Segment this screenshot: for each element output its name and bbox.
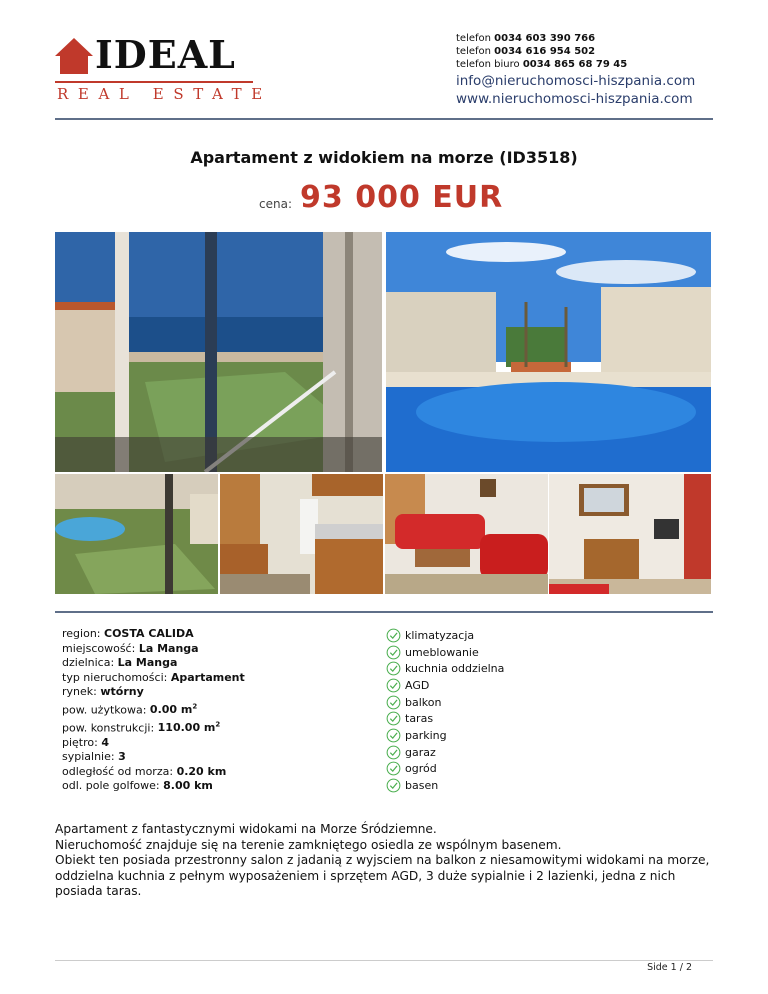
feature-item	[386, 660, 504, 677]
header-divider	[55, 118, 713, 120]
check-icon	[386, 661, 401, 676]
check-icon	[386, 711, 401, 726]
page-number: Side 1 / 2	[647, 962, 692, 973]
check-icon	[386, 628, 401, 643]
feature-label: taras	[405, 712, 434, 726]
feature-item	[386, 677, 504, 694]
detail-built-area: pow. konstrukcji: 110.00 $m^2$	[62, 720, 221, 735]
feature-item	[386, 777, 504, 794]
feature-label: parking	[405, 728, 447, 742]
feature-item	[386, 710, 504, 727]
feature-label: AGD	[405, 678, 430, 692]
detail-floor: piętro: 4	[62, 735, 109, 749]
photo-living-room[interactable]	[385, 474, 548, 594]
detail-usable-area: pow. użytkowa: 0.00 $m^2$	[62, 702, 198, 717]
price-value: 93 000 EUR	[300, 180, 504, 215]
section-divider	[55, 611, 713, 613]
photo-garden[interactable]	[55, 474, 218, 594]
footer-divider	[55, 960, 713, 961]
check-icon	[386, 745, 401, 760]
detail-market: rynek: wtórny	[62, 685, 144, 698]
check-icon	[386, 678, 401, 693]
photo-kitchen[interactable]	[220, 474, 383, 594]
check-icon	[386, 778, 401, 793]
detail-town: miejscowość: La Manga	[62, 641, 199, 655]
feature-item	[386, 761, 504, 778]
feature-label: ogród	[405, 762, 437, 776]
feature-item	[386, 744, 504, 761]
logo-word: IDEAL	[95, 32, 236, 77]
feature-label: basen	[405, 779, 439, 793]
phone-line: telefon biuro 0034 865 68 79 45	[456, 59, 628, 70]
contact-block	[456, 32, 695, 108]
phone-line: telefon 0034 603 390 766	[456, 33, 596, 44]
detail-property-type: typ nieruchomości: Apartament	[62, 670, 245, 684]
description-line: Nieruchomość znajduje się na terenie zamkniętego osiedla ze wspólnym basenem.	[55, 837, 562, 852]
description-line: Obiekt ten posiada przestronny salon z jadanią z wyjsciem na balkon z niesamowitymi widokami na morze, oddzielna kuchnia z pełnym wyposażeniem i sprzętem AGD, 3 duże sypialnie i 2 lazienki, jedna z nich posiada taras.	[55, 853, 710, 898]
feature-label: kuchnia oddzielna	[405, 662, 505, 676]
feature-label: garaz	[405, 745, 436, 759]
feature-label: umeblowanie	[405, 645, 479, 659]
listing-title: Apartament z widokiem na morze (ID3518)	[190, 148, 578, 167]
phone-line: telefon 0034 616 954 502	[456, 46, 596, 57]
logo-subtitle: REAL ESTATE	[57, 85, 272, 103]
feature-label: balkon	[405, 695, 442, 709]
check-icon	[386, 728, 401, 743]
detail-golf-distance: odl. pole golfowe: 8.00 km	[62, 779, 213, 793]
photo-pool[interactable]	[386, 232, 711, 472]
photo-balcony-sea-view[interactable]	[55, 232, 382, 472]
features-list	[386, 627, 504, 794]
photo-living-room-tv[interactable]	[549, 474, 711, 594]
detail-sea-distance: odległość od morza: 0.20 km	[62, 764, 227, 778]
logo-divider	[55, 81, 253, 83]
email-link[interactable]: info@nieruchomosci-hiszpania.com	[456, 73, 696, 89]
house-icon	[55, 36, 93, 76]
feature-item	[386, 727, 504, 744]
price-label: cena:	[259, 197, 292, 211]
check-icon	[386, 695, 401, 710]
description	[55, 822, 715, 900]
property-details	[62, 627, 245, 794]
feature-item	[386, 644, 504, 661]
feature-item	[386, 694, 504, 711]
detail-district: dzielnica: La Manga	[62, 656, 178, 669]
feature-item	[386, 627, 504, 644]
detail-region: region: COSTA CALIDA	[62, 627, 194, 640]
company-logo	[55, 32, 272, 103]
detail-bedrooms: sypialnie: 3	[62, 750, 126, 764]
description-line: Apartament z fantastycznymi widokami na Morze Śródziemne.	[55, 822, 437, 836]
feature-label: klimatyzacja	[405, 628, 475, 642]
check-icon	[386, 761, 401, 776]
check-icon	[386, 645, 401, 660]
website-link[interactable]: www.nieruchomosci-hiszpania.com	[456, 91, 693, 107]
